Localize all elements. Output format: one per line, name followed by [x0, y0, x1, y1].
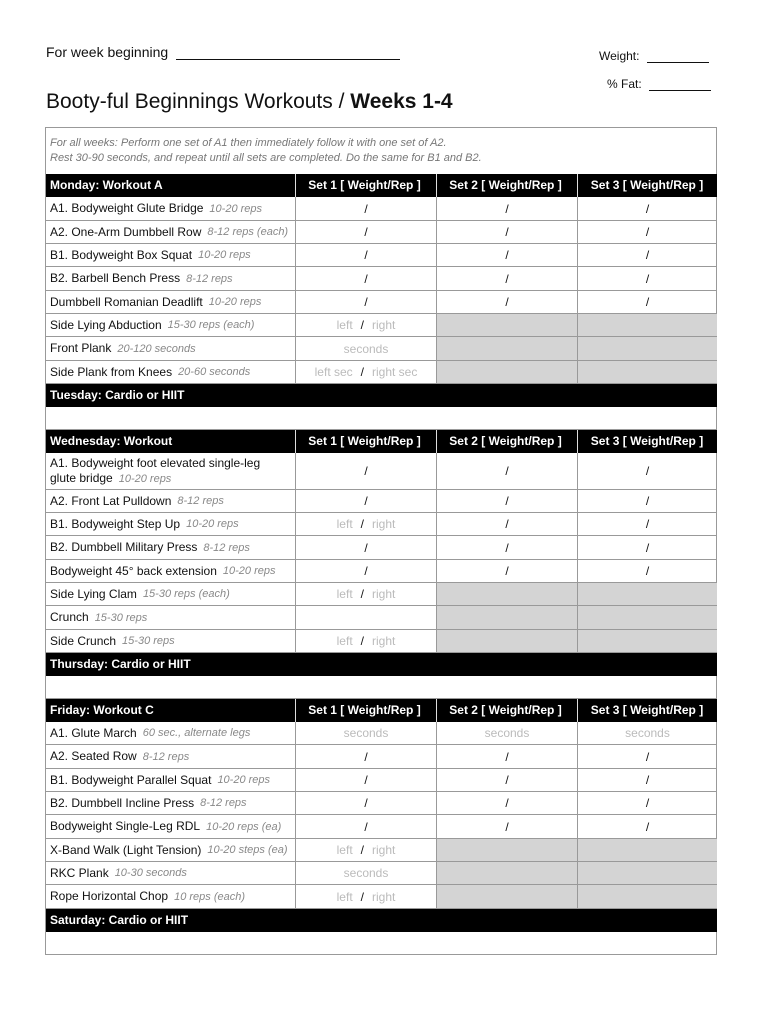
table-row: [46, 839, 717, 862]
exercise-name: B2. Barbell Bench Press 8-12 reps: [50, 271, 233, 285]
table-row: [46, 769, 717, 792]
set1-header: Set 1 [ Weight/Rep ]: [308, 703, 421, 717]
week-beginning-label: For week beginning: [46, 44, 169, 60]
exercise-name: Crunch 15-30 reps: [50, 610, 148, 624]
set1-input[interactable]: /: [295, 536, 436, 559]
disabled-cell: [436, 885, 577, 908]
table-row: [46, 862, 717, 885]
exercise-name: RKC Plank 10-30 seconds: [50, 865, 187, 880]
set3-input[interactable]: /: [577, 221, 717, 243]
exercise-name: Side Lying Abduction 15-30 reps (each): [50, 317, 255, 332]
set3-input[interactable]: /: [577, 513, 717, 535]
table-row: [46, 244, 717, 267]
weight-label: Weight:: [599, 49, 640, 63]
table-row: [46, 314, 717, 337]
table-row: [46, 197, 717, 221]
disabled-cell: [436, 606, 577, 629]
set1-input[interactable]: /: [295, 815, 436, 838]
set1-input[interactable]: /: [295, 244, 436, 266]
instructions: [50, 136, 482, 166]
disabled-cell: [436, 630, 577, 652]
set2-input[interactable]: /: [436, 453, 577, 489]
set1-left-right-input[interactable]: left / right: [295, 513, 436, 535]
table-row: [46, 536, 717, 560]
set2-input[interactable]: /: [436, 792, 577, 814]
monday-title: Monday: Workout A: [50, 178, 163, 192]
set1-left-right-input[interactable]: left / right: [295, 630, 436, 652]
set1-input[interactable]: /: [295, 490, 436, 512]
set1-input[interactable]: /: [295, 792, 436, 814]
tuesday-title: Tuesday: Cardio or HIIT: [50, 388, 185, 402]
fat-field[interactable]: [607, 77, 711, 91]
disabled-cell: [577, 885, 717, 908]
set1-left-right-input[interactable]: left / right: [295, 583, 436, 605]
weight-blank[interactable]: [647, 50, 709, 63]
set3-header: Set 3 [ Weight/Rep ]: [590, 434, 704, 448]
set3-input[interactable]: /: [577, 792, 717, 814]
exercise-name: A2. Seated Row 8-12 reps: [50, 749, 190, 763]
set3-input[interactable]: /: [577, 815, 717, 838]
set3-input[interactable]: /: [577, 769, 717, 791]
set2-input[interactable]: /: [436, 536, 577, 559]
exercise-name: Bodyweight Single-Leg RDL 10-20 reps (ea): [50, 819, 282, 833]
set1-seconds-input[interactable]: seconds: [295, 862, 436, 884]
set1-input[interactable]: /: [295, 560, 436, 582]
set1-seconds-input[interactable]: seconds: [295, 337, 436, 360]
set2-input[interactable]: /: [436, 490, 577, 512]
table-row: [46, 722, 717, 745]
week-beginning-field[interactable]: [46, 44, 400, 60]
fat-blank[interactable]: [649, 78, 711, 91]
set1-left-right-sec-input[interactable]: left sec / right sec: [295, 361, 436, 383]
table-row: [46, 792, 717, 815]
table-row: [46, 453, 717, 490]
table-row: [46, 630, 717, 653]
set2-seconds-input[interactable]: seconds: [436, 722, 577, 744]
set1-input[interactable]: /: [295, 197, 436, 220]
exercise-name: A2. Front Lat Pulldown 8-12 reps: [50, 493, 224, 508]
disabled-cell: [436, 361, 577, 383]
set1-header: Set 1 [ Weight/Rep ]: [308, 434, 421, 448]
set2-input[interactable]: /: [436, 244, 577, 266]
set2-input[interactable]: /: [436, 513, 577, 535]
set1-left-right-input[interactable]: left / right: [295, 314, 436, 336]
table-row: [46, 337, 717, 361]
set3-input[interactable]: /: [577, 197, 717, 220]
exercise-name: A1. Glute March 60 sec., alternate legs: [50, 725, 251, 740]
exercise-name: Rope Horizontal Chop 10 reps (each): [50, 889, 246, 903]
disabled-cell: [577, 361, 717, 383]
set1-header: Set 1 [ Weight/Rep ]: [308, 178, 421, 192]
saturday-title: Saturday: Cardio or HIIT: [50, 913, 189, 927]
exercise-name: A1. Bodyweight foot elevated single-leg glute bridge 10-20 reps: [50, 456, 261, 485]
monday-header: [46, 174, 717, 197]
thursday-notes-row[interactable]: [46, 676, 717, 699]
set2-input[interactable]: /: [436, 815, 577, 838]
table-row: [46, 291, 717, 314]
tuesday-header: [46, 384, 717, 407]
table-row: [46, 815, 717, 839]
set3-input[interactable]: /: [577, 267, 717, 290]
set3-input[interactable]: /: [577, 560, 717, 582]
set3-input[interactable]: /: [577, 291, 717, 313]
set1-input[interactable]: /: [295, 769, 436, 791]
exercise-name: Front Plank 20-120 seconds: [50, 341, 196, 355]
fat-label: % Fat:: [607, 77, 642, 91]
set3-header: Set 3 [ Weight/Rep ]: [590, 703, 704, 717]
exercise-name: Side Plank from Knees 20-60 seconds: [50, 364, 251, 379]
disabled-cell: [577, 583, 717, 605]
set1-input[interactable]: /: [295, 291, 436, 313]
disabled-cell: [577, 630, 717, 652]
saturday-header: [46, 909, 717, 932]
exercise-name: Bodyweight 45° back extension 10-20 reps: [50, 563, 276, 578]
set1-input[interactable]: /: [295, 745, 436, 768]
set3-input[interactable]: /: [577, 490, 717, 512]
disabled-cell: [436, 314, 577, 336]
exercise-name: B2. Dumbbell Military Press 8-12 reps: [50, 540, 250, 554]
set2-header: Set 2 [ Weight/Rep ]: [449, 434, 562, 448]
set1-input[interactable]: /: [295, 453, 436, 489]
exercise-name: B1. Bodyweight Step Up 10-20 reps: [50, 516, 239, 531]
exercise-name: Side Lying Clam 15-30 reps (each): [50, 586, 230, 601]
instructions-line-1: For all weeks: Perform one set of A1 then immediately follow it with one set of A2.: [50, 137, 447, 149]
exercise-name: B1. Bodyweight Parallel Squat 10-20 reps: [50, 772, 271, 787]
set2-input[interactable]: /: [436, 221, 577, 243]
set2-input[interactable]: /: [436, 267, 577, 290]
set2-input[interactable]: /: [436, 197, 577, 220]
disabled-cell: [436, 583, 577, 605]
exercise-name: A2. One-Arm Dumbbell Row 8-12 reps (each): [50, 224, 289, 239]
set2-header: Set 2 [ Weight/Rep ]: [449, 178, 562, 192]
wednesday-header: [46, 430, 717, 453]
table-row: [46, 745, 717, 769]
instructions-line-2: Rest 30-90 seconds, and repeat until all sets are completed. Do the same for B1 and B2.: [50, 152, 482, 164]
table-row: [46, 606, 717, 630]
table-row: [46, 221, 717, 244]
set2-header: Set 2 [ Weight/Rep ]: [449, 703, 562, 717]
set1-input[interactable]: [295, 606, 436, 629]
set1-left-right-input[interactable]: left / right: [295, 885, 436, 908]
saturday-notes-row[interactable]: [46, 932, 717, 955]
set3-input[interactable]: /: [577, 244, 717, 266]
set2-input[interactable]: /: [436, 769, 577, 791]
exercise-name: Side Crunch 15-30 reps: [50, 633, 175, 648]
set3-header: Set 3 [ Weight/Rep ]: [590, 178, 704, 192]
table-row: [46, 885, 717, 909]
set1-seconds-input[interactable]: seconds: [295, 722, 436, 744]
set3-input[interactable]: /: [577, 453, 717, 489]
thursday-title: Thursday: Cardio or HIIT: [50, 657, 191, 671]
table-row: [46, 513, 717, 536]
set2-input[interactable]: /: [436, 560, 577, 582]
disabled-cell: [436, 862, 577, 884]
set1-left-right-input[interactable]: left / right: [295, 839, 436, 861]
disabled-cell: [436, 337, 577, 360]
title-main: Booty-ful Beginnings Workouts /: [46, 90, 351, 113]
weight-field[interactable]: [599, 49, 709, 63]
set3-seconds-input[interactable]: seconds: [577, 722, 717, 744]
tuesday-notes-row[interactable]: [46, 407, 717, 430]
set1-input[interactable]: /: [295, 267, 436, 290]
table-row: [46, 267, 717, 291]
wednesday-title: Wednesday: Workout: [50, 434, 173, 448]
disabled-cell: [577, 606, 717, 629]
week-beginning-blank[interactable]: [176, 45, 400, 60]
disabled-cell: [577, 862, 717, 884]
disabled-cell: [436, 839, 577, 861]
exercise-name: B1. Bodyweight Box Squat 10-20 reps: [50, 247, 251, 262]
friday-title: Friday: Workout C: [50, 703, 154, 717]
disabled-cell: [577, 839, 717, 861]
disabled-cell: [577, 314, 717, 336]
disabled-cell: [577, 337, 717, 360]
thursday-header: [46, 653, 717, 676]
set2-input[interactable]: /: [436, 291, 577, 313]
page-title: [46, 90, 453, 114]
exercise-name: A1. Bodyweight Glute Bridge 10-20 reps: [50, 201, 263, 215]
table-row: [46, 490, 717, 513]
friday-header: [46, 699, 717, 722]
table-row: [46, 361, 717, 384]
exercise-name: B2. Dumbbell Incline Press 8-12 reps: [50, 795, 247, 810]
set1-input[interactable]: /: [295, 221, 436, 243]
set3-input[interactable]: /: [577, 536, 717, 559]
title-weeks: Weeks 1-4: [350, 90, 453, 113]
set3-input[interactable]: /: [577, 745, 717, 768]
set2-input[interactable]: /: [436, 745, 577, 768]
exercise-name: Dumbbell Romanian Deadlift 10-20 reps: [50, 294, 262, 309]
table-row: [46, 583, 717, 606]
exercise-name: X-Band Walk (Light Tension) 10-20 steps (ea): [50, 842, 288, 857]
table-row: [46, 560, 717, 583]
